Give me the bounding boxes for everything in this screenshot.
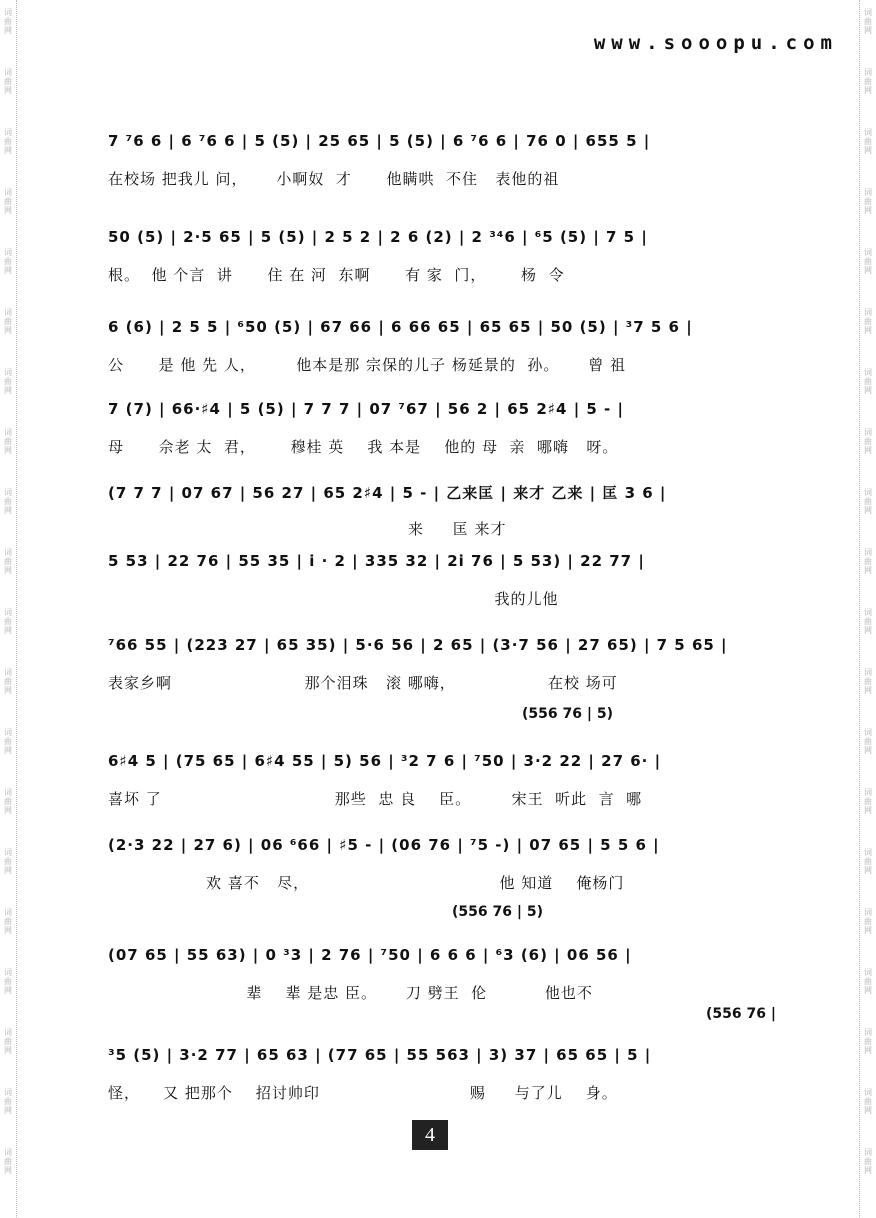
watermark-text: 词 曲 网: [864, 188, 872, 215]
watermark-text: 词 曲 网: [864, 248, 872, 275]
watermark-text: 词 曲 网: [864, 8, 872, 35]
watermark-text: 词 曲 网: [4, 668, 12, 695]
watermark-text: 词 曲 网: [4, 908, 12, 935]
watermark-text: 词 曲 网: [4, 128, 12, 155]
lyrics-line: 表家乡啊 那个泪珠 滚 哪嗨， 在校 场可: [108, 674, 618, 692]
notation-line: 6♯4 5 | (75 65 | 6♯4 55 | 5) 56 | ³2 7 6 | ⁷50 | 3·2 22 | 27 6· |: [108, 752, 662, 770]
lyrics-line: 来 匡 来才: [108, 520, 507, 538]
watermark-text: 词 曲 网: [4, 848, 12, 875]
watermark-text: 词 曲 网: [4, 8, 12, 35]
notation-line: (07 65 | 55 63) | 0 ³3 | 2 76 | ⁷50 | 6 6 6 | ⁶3 (6) | 06 56 |: [108, 946, 632, 964]
watermark-text: 词 曲 网: [864, 68, 872, 95]
watermark-text: 词 曲 网: [864, 1088, 872, 1115]
watermark-text: 词 曲 网: [864, 1028, 872, 1055]
watermark-text: 词 曲 网: [4, 248, 12, 275]
watermark-text: 词 曲 网: [864, 488, 872, 515]
watermark-text: 词 曲 网: [4, 1148, 12, 1175]
watermark-text: 词 曲 网: [4, 368, 12, 395]
notation-line: 6 (6) | 2 5 5 | ⁶50 (5) | 67 66 | 6 66 65 | 65 65 | 50 (5) | ³7 5 6 |: [108, 318, 693, 336]
watermark-text: 词 曲 网: [4, 1088, 12, 1115]
notation-line: (7 7 7 | 07 67 | 56 27 | 65 2♯4 | 5 - | 乙来匡 | 来才 乙来 | 匡 3 6 |: [108, 484, 667, 502]
site-url: www.sooopu.com: [593, 32, 838, 54]
page-number: 4: [412, 1120, 448, 1150]
notation-line: (2·3 22 | 27 6) | 06 ⁶66 | ♯5 - | (06 76 | ⁷5 -) | 07 65 | 5 5 6 |: [108, 836, 660, 854]
interlude-notes: (556 76 | 5): [452, 904, 543, 920]
lyrics-line: 公 是 他 先 人， 他本是那 宗保的儿子 杨延景的 孙。 曾 祖: [108, 356, 626, 374]
lyrics-line: 我的儿他: [108, 590, 559, 608]
watermark-text: 词 曲 网: [4, 68, 12, 95]
watermark-text: 词 曲 网: [4, 188, 12, 215]
watermark-text: 词 曲 网: [4, 308, 12, 335]
lyrics-line: 喜坏 了 那些 忠 良 臣。 宋王 听此 言 哪: [108, 790, 643, 808]
watermark-text: 词 曲 网: [4, 428, 12, 455]
lyrics-line: 在校场 把我儿 问， 小啊奴 才 他瞒哄 不住 表他的祖: [108, 170, 560, 188]
watermark-text: 词 曲 网: [864, 668, 872, 695]
watermark-text: 词 曲 网: [864, 908, 872, 935]
notation-line: ³5 (5) | 3·2 77 | 65 63 | (77 65 | 55 563 | 3) 37 | 65 65 | 5 |: [108, 1046, 652, 1064]
notation-line: 7 (7) | 66·♯4 | 5 (5) | 7 7 7 | 07 ⁷67 | 56 2 | 65 2♯4 | 5 - |: [108, 400, 624, 418]
interlude-notes: (556 76 | 5): [522, 706, 613, 722]
watermark-text: 词 曲 网: [864, 728, 872, 755]
notation-line: 50 (5) | 2·5 65 | 5 (5) | 2 5 2 | 2 6 (2) | 2 ³⁴6 | ⁶5 (5) | 7 5 |: [108, 228, 648, 246]
lyrics-line: 根。 他 个言 讲 住 在 河 东啊 有 家 门， 杨 令: [108, 266, 565, 284]
watermark-text: 词 曲 网: [864, 368, 872, 395]
watermark-text: 词 曲 网: [864, 1148, 872, 1175]
watermark-text: 词 曲 网: [4, 788, 12, 815]
lyrics-line: 欢 喜不 尽， 他 知道 俺杨门: [108, 874, 625, 892]
notation-line: 7 ⁷6 6 | 6 ⁷6 6 | 5 (5) | 25 65 | 5 (5) | 6 ⁷6 6 | 76 0 | 655 5 |: [108, 132, 651, 150]
watermark-text: 词 曲 网: [864, 848, 872, 875]
lyrics-line: 怪， 又 把那个 招讨帅印 赐 与了儿 身。: [108, 1084, 618, 1102]
notation-line: ⁷66 55 | (223 27 | 65 35) | 5·6 56 | 2 65 | (3·7 56 | 27 65) | 7 5 65 |: [108, 636, 728, 654]
watermark-text: 词 曲 网: [864, 968, 872, 995]
lyrics-line: 母 佘老 太 君， 穆桂 英 我 本是 他的 母 亲 哪嗨 呀。: [108, 438, 619, 456]
watermark-text: 词 曲 网: [4, 548, 12, 575]
watermark-text: 词 曲 网: [4, 608, 12, 635]
watermark-text: 词 曲 网: [864, 308, 872, 335]
watermark-text: 词 曲 网: [4, 1028, 12, 1055]
watermark-text: 词 曲 网: [864, 788, 872, 815]
watermark-text: 词 曲 网: [4, 728, 12, 755]
lyrics-line: 辈 辈 是忠 臣。 刀 劈王 伦 他也不: [108, 984, 593, 1002]
watermark-text: 词 曲 网: [864, 128, 872, 155]
watermark-text: 词 曲 网: [4, 968, 12, 995]
watermark-text: 词 曲 网: [864, 548, 872, 575]
watermark-text: 词 曲 网: [4, 488, 12, 515]
watermark-text: 词 曲 网: [864, 428, 872, 455]
interlude-notes: (556 76 |: [706, 1006, 776, 1022]
notation-line: 5 53 | 22 76 | 55 35 | i · 2 | 335 32 | 2i 76 | 5 53) | 22 77 |: [108, 552, 645, 570]
watermark-text: 词 曲 网: [864, 608, 872, 635]
